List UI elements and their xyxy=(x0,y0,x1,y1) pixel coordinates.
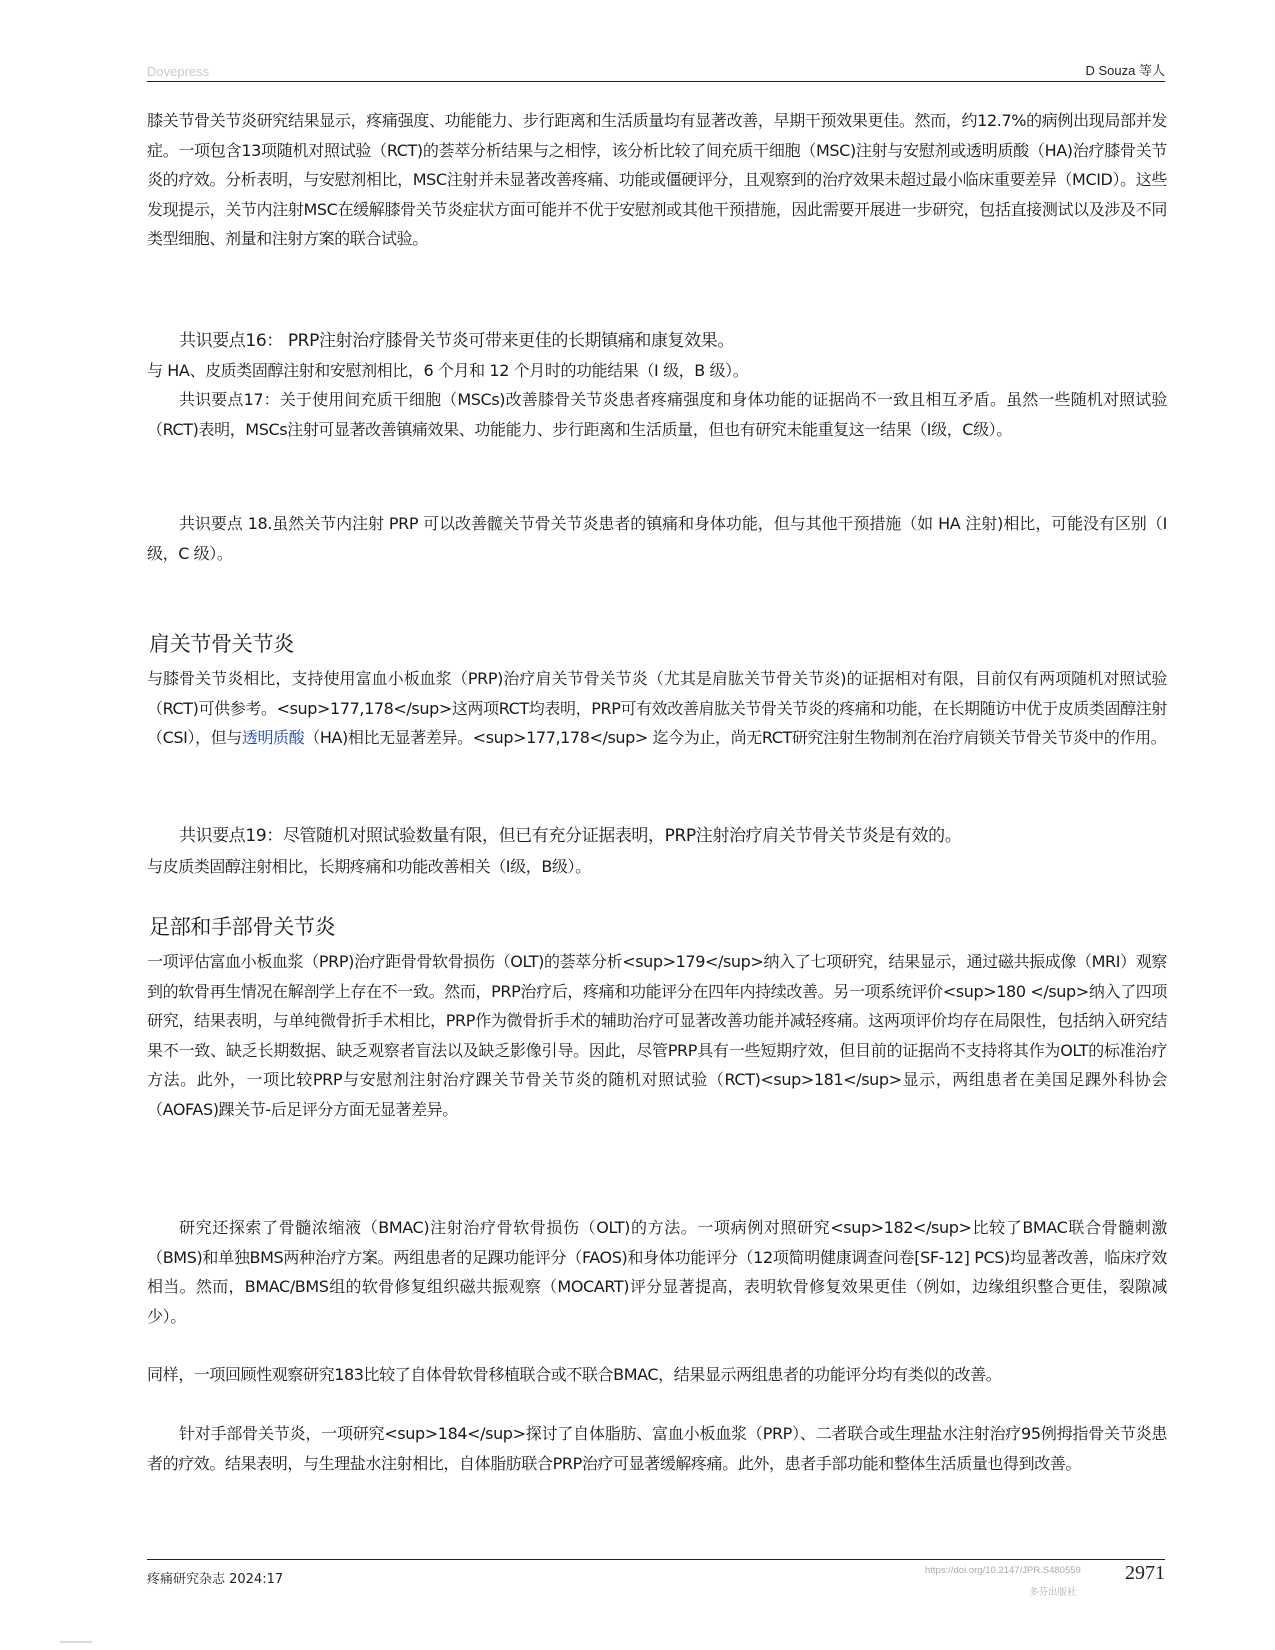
shoulder-paragraph xyxy=(147,664,1167,753)
header-divider xyxy=(147,81,1165,82)
footer-publisher: 多芬出版社 xyxy=(1029,1587,1077,1598)
consensus-point-16: 共识要点16： PRP注射治疗膝骨关节炎可带来更佳的长期镇痛和康复效果。 xyxy=(179,331,734,351)
hyaluronic-acid-link[interactable]: 透明质酸 xyxy=(241,728,305,747)
hand-oa-paragraph: 针对手部骨关节炎，一项研究<sup>184</sup>探讨了自体脂肪、富血小板血浆（PRP）、二者联合或生理盐水注射治疗95例拇指骨关节炎患者的疗效。结果表明，与生理盐水注射相比，自体脂肪联合PRP治疗可显著缓解疼痛。此外，患者手部功能和整体生活质量也得到改善。 xyxy=(147,1424,1167,1473)
knee-results-paragraph: 膝关节骨关节炎研究结果显示，疼痛强度、功能能力、步行距离和生活质量均有显著改善，早期干预效果更佳。然而，约12.7%的病例出现局部并发症。一项包含13项随机对照试验（RCT)的荟萃分析结果与之相悖，该分析比较了间充质干细胞（MSC)注射与安慰剂或透明质酸（HA)治疗膝骨关节炎的疗效。分析表明，与安慰剂相比，MSC注射并未显著改善疼痛、功能或僵硬评分，且观察到的治疗效果未超过最小临床重要差异（MCID）。这些发现提示，关节内注射MSC在缓解膝骨关节炎症状方面可能并不优于安慰剂或其他干预措施，因此需要开展进一步研究，包括直接测试以及涉及不同类型细胞、剂量和注射方案的联合试验。 xyxy=(147,111,1167,248)
shoulder-text-part1: 与膝骨关节炎相比，支持使用富血小板血浆（PRP)治疗肩关节骨关节炎（尤其是肩肱关节骨关节炎)的证据相对有限，目前仅有两项随机对照试验（RCT)可供参考。<sup>177,178</sup>这两项RCT均表明，PRP可有效改善肩肱关节骨关节炎的疼痛和功能，在长期随访中优于皮质类固醇注射（CSI），但与 xyxy=(147,669,1167,747)
footer-journal-citation: 疼痛研究杂志 2024:17 xyxy=(147,1572,284,1587)
running-head-authors: D Souza 等人 xyxy=(1085,63,1165,78)
consensus-point-16-continuation: 与 HA、皮质类固醇注射和安慰剂相比，6 个月和 12 个月时的功能结果（I 级，B 级）。 xyxy=(147,361,749,380)
page-number: 2971 xyxy=(1125,1562,1165,1584)
consensus-point-19: 共识要点19：尽管随机对照试验数量有限，但已有充分证据表明，PRP注射治疗肩关节骨关节炎是有效的。 xyxy=(179,826,962,846)
section-heading-shoulder: 肩关节骨关节炎 xyxy=(149,632,294,656)
doi-link[interactable]: https://doi.org/10.2147/JPR.S480559 xyxy=(925,1565,1081,1576)
section-heading-foot-hand: 足部和手部骨关节炎 xyxy=(149,915,336,939)
consensus-point-19-continuation: 与皮质类固醇注射相比，长期疼痛和功能改善相关（I级，B级）。 xyxy=(147,857,591,876)
shoulder-text-part2: （HA)相比无显著差异。<sup>177,178</sup> 迄今为止，尚无RCT研究注射生物制剂在治疗肩锁关节骨关节炎中的作用。 xyxy=(304,728,1167,747)
foot-oa-paragraph: 一项评估富血小板血浆（PRP)治疗距骨骨软骨损伤（OLT)的荟萃分析<sup>179</sup>纳入了七项研究，结果显示，通过磁共振成像（MRI）观察到的软骨再生情况在解剖学上存在不一致。然而，PRP治疗后，疼痛和功能评分在四年内持续改善。另一项系统评价<sup>180 </sup>纳入了四项研究，结果表明，与单纯微骨折手术相比，PRP作为微骨折手术的辅助治疗可显著改善功能并减轻疼痛。这两项评价均存在局限性，包括纳入研究结果不一致、缺乏长期数据、缺乏观察者盲法以及缺乏影像引导。因此，尽管PRP具有一些短期疗效，但目前的证据尚不支持将其作为OLT的标准治疗方法。此外，一项比较PRP与安慰剂注射治疗踝关节骨关节炎的随机对照试验（RCT)<sup>181</sup>显示，两组患者在美国足踝外科协会（AOFAS)踝关节-后足评分方面无显著差异。 xyxy=(147,952,1167,1119)
bmac-paragraph: 研究还探索了骨髓浓缩液（BMAC)注射治疗骨软骨损伤（OLT)的方法。一项病例对照研究<sup>182</sup>比较了BMAC联合骨髓刺激（BMS)和单独BMS两种治疗方案。两组患者的足踝功能评分（FAOS)和身体功能评分（12项简明健康调查问卷[SF-12] PCS)均显著改善，临床疗效相当。然而，BMAC/BMS组的软骨修复组织磁共振观察（MOCART)评分显著提高，表明软骨修复效果更佳（例如，边缘组织整合更佳，裂隙减少）。 xyxy=(147,1218,1167,1326)
journal-brand: Dovepress xyxy=(147,64,210,79)
retrospective-study-paragraph: 同样，一项回顾性观察研究183比较了自体骨软骨移植联合或不联合BMAC，结果显示两组患者的功能评分均有类似的改善。 xyxy=(147,1365,1002,1384)
corner-mark xyxy=(60,1641,92,1643)
footer-divider xyxy=(147,1559,1165,1560)
consensus-point-18: 共识要点 18.虽然关节内注射 PRP 可以改善髋关节骨关节炎患者的镇痛和身体功能，但与其他干预措施（如 HA 注射)相比，可能没有区别（I 级，C 级）。 xyxy=(147,514,1167,563)
consensus-point-17: 共识要点17：关于使用间充质干细胞（MSCs)改善膝骨关节炎患者疼痛强度和身体功能的证据尚不一致且相互矛盾。虽然一些随机对照试验（RCT)表明，MSCs注射可显著改善镇痛效果、功能能力、步行距离和生活质量，但也有研究未能重复这一结果（I级，C级）。 xyxy=(147,390,1167,439)
